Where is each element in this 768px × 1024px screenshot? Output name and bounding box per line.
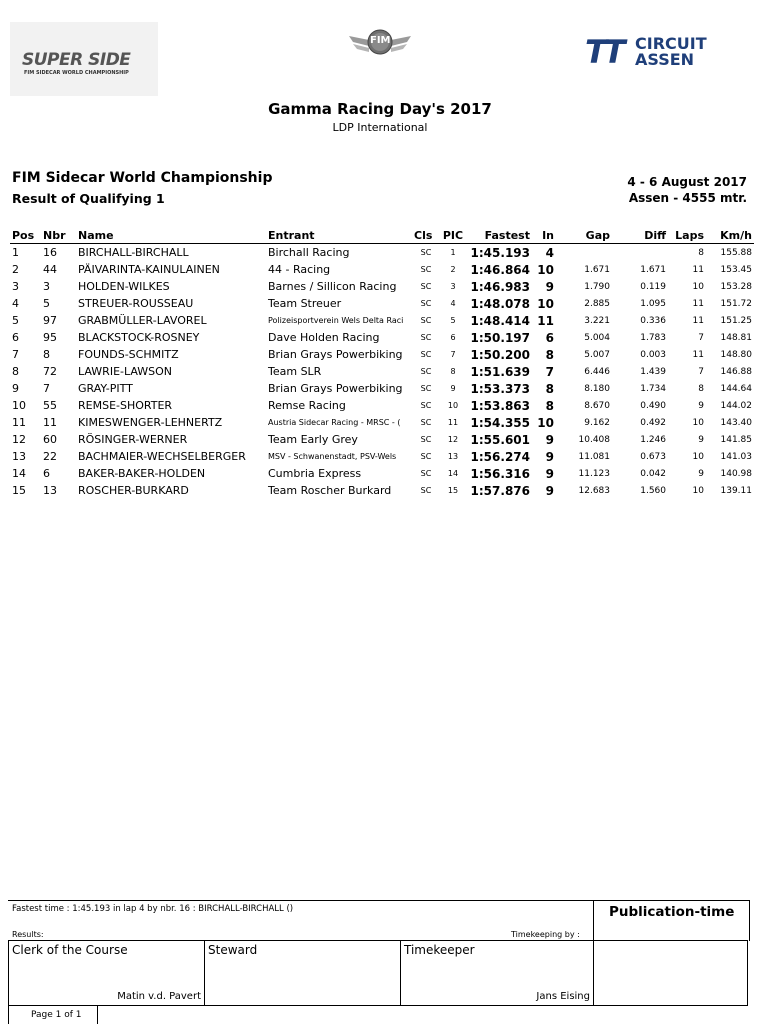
cell-cls: SC [420, 248, 432, 257]
table-row [10, 312, 754, 329]
assen-line: ASSEN [635, 50, 695, 69]
cell-in: 10 [537, 415, 554, 430]
cell-name: PÄIVARINTA-KAINULAINEN [78, 263, 220, 276]
cell-fastest: 1:46.983 [470, 279, 530, 294]
cell-fastest: 1:48.414 [470, 313, 530, 328]
cell-name: LAWRIE-LAWSON [78, 365, 173, 378]
cell-laps: 7 [698, 332, 704, 343]
cell-in: 6 [545, 330, 554, 345]
cell-kmh: 141.03 [720, 451, 752, 462]
cell-pos: 4 [12, 297, 19, 310]
cell-pic: 3 [450, 282, 456, 291]
table-row [10, 244, 754, 262]
cell-diff: 1.246 [640, 434, 666, 445]
cell-entrant: Team Early Grey [268, 433, 358, 446]
fim-logo [347, 26, 413, 60]
cell-fastest: 1:53.863 [470, 398, 530, 413]
col-fastest: Fastest [484, 229, 530, 242]
cell-cls: SC [420, 452, 432, 461]
cell-diff: 0.336 [640, 315, 666, 326]
cell-in: 10 [537, 296, 554, 311]
cell-cls: SC [420, 282, 432, 291]
cell-laps: 9 [698, 400, 704, 411]
cell-laps: 11 [692, 298, 704, 309]
circuit-assen-logo [585, 33, 735, 73]
cell-pos: 14 [12, 467, 26, 480]
cell-pos: 9 [12, 382, 19, 395]
clerk-name: Matin v.d. Pavert [117, 991, 201, 1002]
col-entrant: Entrant [268, 229, 315, 242]
event-title: Gamma Racing Day's 2017 [268, 100, 492, 118]
cell-nbr: 22 [43, 450, 57, 463]
cell-gap: 8.180 [584, 383, 610, 394]
cell-pic: 7 [450, 350, 456, 359]
superside-logo-text: SUPER SIDE [22, 50, 131, 70]
cell-gap: 8.670 [584, 400, 610, 411]
col-gap: Gap [585, 229, 610, 242]
cell-laps: 10 [692, 485, 704, 496]
cell-gap: 1.790 [584, 281, 610, 292]
cell-gap: 3.221 [584, 315, 610, 326]
cell-kmh: 144.02 [720, 400, 752, 411]
cell-gap: 2.885 [584, 298, 610, 309]
cell-in: 9 [545, 279, 554, 294]
cell-kmh: 140.98 [720, 468, 752, 479]
cell-nbr: 6 [43, 467, 50, 480]
cell-in: 8 [545, 398, 554, 413]
cell-cls: SC [420, 265, 432, 274]
cell-kmh: 155.88 [720, 247, 752, 258]
cell-entrant: Team Roscher Burkard [268, 484, 392, 497]
cell-gap: 9.162 [584, 417, 610, 428]
cell-in: 10 [537, 262, 554, 277]
superside-logo-sub: FIM SIDECAR WORLD CHAMPIONSHIP [24, 70, 129, 76]
venue-info: Assen - 4555 mtr. [628, 191, 747, 205]
cell-nbr: 95 [43, 331, 57, 344]
cell-entrant: MSV - Schwanenstadt, PSV-Wels [268, 452, 397, 461]
cell-pic: 12 [447, 435, 459, 444]
table-row [10, 380, 754, 397]
timekeeping-label: Timekeeping by : [511, 930, 580, 939]
cell-diff: 0.119 [640, 281, 666, 292]
cell-cls: SC [420, 350, 432, 359]
col-name: Name [78, 229, 114, 242]
cell-kmh: 143.40 [720, 417, 752, 428]
results-label: Results: [12, 930, 44, 939]
cell-cls: SC [420, 469, 432, 478]
organizer: LDP International [332, 121, 428, 134]
cell-gap: 12.683 [578, 485, 610, 496]
cell-pos: 12 [12, 433, 26, 446]
cell-fastest: 1:51.639 [470, 364, 530, 379]
cell-fastest: 1:56.316 [470, 466, 530, 481]
cell-diff: 0.673 [640, 451, 666, 462]
cell-name: RÖSINGER-WERNER [78, 433, 188, 446]
cell-pic: 6 [450, 333, 456, 342]
cell-entrant: Remse Racing [268, 399, 346, 412]
cell-kmh: 153.45 [720, 264, 752, 275]
cell-name: BIRCHALL-BIRCHALL [78, 246, 189, 259]
cell-diff: 1.734 [640, 383, 666, 394]
cell-laps: 8 [698, 247, 704, 258]
timekeeper-cell [401, 941, 594, 1005]
cell-diff: 0.492 [640, 417, 666, 428]
circuit-line: CIRCUIT [635, 34, 707, 53]
cell-gap: 10.408 [578, 434, 610, 445]
cell-nbr: 8 [43, 348, 50, 361]
cell-in: 4 [545, 245, 554, 260]
cell-nbr: 72 [43, 365, 57, 378]
cell-diff: 1.671 [640, 264, 666, 275]
cell-in: 8 [545, 347, 554, 362]
cell-fastest: 1:46.864 [470, 262, 530, 277]
cell-pos: 13 [12, 450, 26, 463]
cell-pos: 10 [12, 399, 26, 412]
cell-gap [556, 244, 612, 262]
cell-pic: 2 [450, 265, 456, 274]
cell-nbr: 13 [43, 484, 57, 497]
cell-pos: 11 [12, 416, 26, 429]
results-table [10, 228, 754, 499]
cell-pic: 5 [450, 316, 456, 325]
cell-pos: 5 [12, 314, 19, 327]
col-diff: Diff [644, 229, 666, 242]
cell-pic: 15 [447, 486, 459, 495]
cell-laps: 10 [692, 417, 704, 428]
cell-nbr: 44 [43, 263, 57, 276]
cell-pic: 9 [450, 384, 456, 393]
cell-fastest: 1:50.197 [470, 330, 530, 345]
cell-laps: 10 [692, 451, 704, 462]
cell-pos: 6 [12, 331, 19, 344]
cell-kmh: 141.85 [720, 434, 752, 445]
cell-name: HOLDEN-WILKES [78, 280, 170, 293]
cell-pos: 1 [12, 246, 19, 259]
cell-name: BACHMAIER-WECHSELBERGER [78, 450, 246, 463]
cell-pic: 10 [447, 401, 459, 410]
cell-kmh: 153.28 [720, 281, 752, 292]
table-row [10, 448, 754, 465]
table-row [10, 397, 754, 414]
cell-laps: 7 [698, 366, 704, 377]
cell-cls: SC [420, 367, 432, 376]
cell-in: 11 [537, 313, 554, 328]
cell-nbr: 3 [43, 280, 50, 293]
cell-name: STREUER-ROUSSEAU [78, 297, 194, 310]
tt-mark: TT [585, 33, 622, 71]
cell-entrant: Austria Sidecar Racing - MRSC - ( [268, 418, 401, 427]
clerk-cell [9, 941, 205, 1005]
table-row [10, 465, 754, 482]
cell-entrant: Barnes / Sillicon Racing [268, 280, 397, 293]
table-row [10, 431, 754, 448]
table-row [10, 278, 754, 295]
event-dates: 4 - 6 August 2017 [627, 175, 747, 189]
footer-rule [8, 900, 593, 901]
table-row [10, 482, 754, 499]
cell-pos: 7 [12, 348, 19, 361]
cell-laps: 11 [692, 315, 704, 326]
cell-diff: 0.003 [640, 349, 666, 360]
steward-label: Steward [208, 943, 258, 957]
cell-name: FOUNDS-SCHMITZ [78, 348, 179, 361]
page-number-box [8, 1006, 98, 1024]
col-kmh: Km/h [720, 229, 752, 242]
table-row [10, 329, 754, 346]
publication-time-box [593, 900, 750, 941]
cell-nbr: 55 [43, 399, 57, 412]
cell-fastest: 1:57.876 [470, 483, 530, 498]
cell-in: 8 [545, 381, 554, 396]
col-in: In [542, 229, 554, 242]
fastest-time-note: Fastest time : 1:45.193 in lap 4 by nbr. 16 : BIRCHALL-BIRCHALL () [12, 904, 294, 914]
cell-fastest: 1:45.193 [470, 245, 530, 260]
cell-kmh: 151.72 [720, 298, 752, 309]
cell-fastest: 1:48.078 [470, 296, 530, 311]
cell-kmh: 146.88 [720, 366, 752, 377]
cell-kmh: 139.11 [720, 485, 752, 496]
results-body [10, 244, 754, 500]
cell-diff: 1.095 [640, 298, 666, 309]
championship-title: FIM Sidecar World Championship [12, 170, 273, 186]
table-row [10, 414, 754, 431]
cell-name: BLACKSTOCK-ROSNEY [78, 331, 200, 344]
timekeeper-name: Jans Eising [536, 991, 590, 1002]
cell-cls: SC [420, 299, 432, 308]
cell-cls: SC [420, 401, 432, 410]
cell-nbr: 11 [43, 416, 57, 429]
cell-diff: 1.560 [640, 485, 666, 496]
col-pos: Pos [12, 229, 35, 242]
cell-name: GRABMÜLLER-LAVOREL [78, 314, 207, 327]
cell-entrant: Brian Grays Powerbiking [268, 382, 403, 395]
cell-gap: 5.007 [584, 349, 610, 360]
superside-logo [10, 22, 158, 96]
cell-fastest: 1:56.274 [470, 449, 530, 464]
cell-in: 9 [545, 483, 554, 498]
cell-pos: 15 [12, 484, 26, 497]
cell-diff [612, 244, 668, 262]
cell-pic: 11 [447, 418, 459, 427]
table-row [10, 346, 754, 363]
col-cls: Cls [414, 229, 433, 242]
cell-entrant: Birchall Racing [268, 246, 350, 259]
col-pic: PIC [442, 229, 464, 242]
cell-cls: SC [420, 435, 432, 444]
cell-entrant: Team SLR [268, 365, 322, 378]
footer [8, 900, 748, 1024]
cell-fastest: 1:55.601 [470, 432, 530, 447]
cell-laps: 10 [692, 281, 704, 292]
cell-diff: 0.490 [640, 400, 666, 411]
cell-fastest: 1:53.373 [470, 381, 530, 396]
cell-fastest: 1:50.200 [470, 347, 530, 362]
clerk-label: Clerk of the Course [12, 943, 128, 957]
cell-in: 9 [545, 466, 554, 481]
cell-in: 7 [545, 364, 554, 379]
cell-laps: 11 [692, 264, 704, 275]
cell-gap: 11.081 [578, 451, 610, 462]
cell-diff: 1.783 [640, 332, 666, 343]
cell-cls: SC [420, 384, 432, 393]
session-title: Result of Qualifying 1 [12, 191, 165, 206]
publication-time-label: Publication-time [609, 904, 735, 920]
cell-pos: 8 [12, 365, 19, 378]
cell-pic: 1 [450, 248, 456, 257]
cell-diff: 1.439 [640, 366, 666, 377]
cell-gap: 5.004 [584, 332, 610, 343]
cell-cls: SC [420, 333, 432, 342]
cell-entrant: Dave Holden Racing [268, 331, 380, 344]
cell-laps: 9 [698, 468, 704, 479]
cell-entrant: Polizeisportverein Wels Delta Raci [268, 316, 404, 325]
cell-pic: 14 [447, 469, 459, 478]
cell-cls: SC [420, 486, 432, 495]
col-laps: Laps [675, 229, 704, 242]
cell-pic: 13 [447, 452, 459, 461]
cell-entrant: 44 - Racing [268, 263, 331, 276]
cell-gap: 6.446 [584, 366, 610, 377]
cell-fastest: 1:54.355 [470, 415, 530, 430]
fim-logo-text: FIM [370, 35, 391, 46]
cell-laps: 9 [698, 434, 704, 445]
cell-kmh: 148.81 [720, 332, 752, 343]
cell-laps: 11 [692, 349, 704, 360]
cell-pic: 8 [450, 367, 456, 376]
timekeeper-label: Timekeeper [404, 943, 475, 957]
signature-grid [8, 940, 748, 1006]
cell-entrant: Team Streuer [268, 297, 342, 310]
cell-name: KIMESWENGER-LEHNERTZ [78, 416, 223, 429]
cell-diff: 0.042 [640, 468, 666, 479]
cell-name: GRAY-PITT [78, 382, 133, 395]
cell-name: REMSE-SHORTER [78, 399, 173, 412]
cell-gap: 11.123 [578, 468, 610, 479]
table-row [10, 363, 754, 380]
cell-cls: SC [420, 418, 432, 427]
cell-laps: 8 [698, 383, 704, 394]
cell-kmh: 144.64 [720, 383, 752, 394]
cell-nbr: 16 [43, 246, 57, 259]
cell-cls: SC [420, 316, 432, 325]
table-row [10, 261, 754, 278]
cell-nbr: 7 [43, 382, 50, 395]
cell-name: BAKER-BAKER-HOLDEN [78, 467, 206, 480]
steward-cell [205, 941, 401, 1005]
cell-in: 9 [545, 449, 554, 464]
cell-entrant: Brian Grays Powerbiking [268, 348, 403, 361]
col-nbr: Nbr [43, 229, 66, 242]
cell-pic: 4 [450, 299, 456, 308]
cell-nbr: 97 [43, 314, 57, 327]
table-row [10, 295, 754, 312]
table-header-row [10, 228, 754, 244]
cell-kmh: 148.80 [720, 349, 752, 360]
cell-pos: 2 [12, 263, 19, 276]
circuit-assen-text [635, 36, 707, 68]
page-number: Page 1 of 1 [31, 1010, 82, 1020]
cell-pos: 3 [12, 280, 19, 293]
cell-kmh: 151.25 [720, 315, 752, 326]
cell-nbr: 5 [43, 297, 50, 310]
cell-nbr: 60 [43, 433, 57, 446]
cell-name: ROSCHER-BURKARD [78, 484, 189, 497]
cell-gap: 1.671 [584, 264, 610, 275]
cell-entrant: Cumbria Express [268, 467, 362, 480]
cell-in: 9 [545, 432, 554, 447]
